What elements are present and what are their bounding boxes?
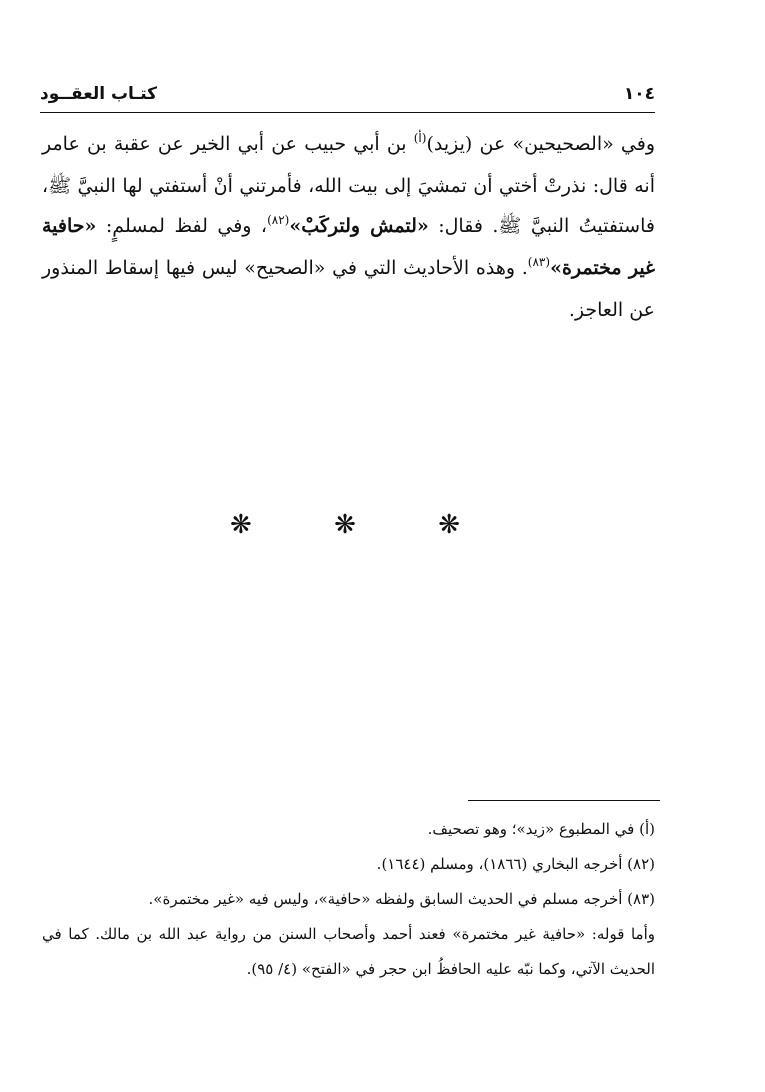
text-segment: . وهذه الأحاديث التي في «الصحيح» ليس فيها إسقاط المنذور عن العاجز. <box>42 257 655 321</box>
footnote-rule <box>468 800 660 801</box>
text-segment: بن أبي حبيب عن أبي الخير عن عقبة بن عامر أنه قال: نذرتْ أختي أن تمشيَ إلى بيت الله، فأمرتني أنْ أستفتي لها النبيَّ ﷺ، فاستفتيتُ النبيَّ ﷺ. فقال: <box>42 133 655 237</box>
footnote-ref-83: (٨٣) <box>527 255 551 269</box>
header-rule <box>40 112 655 113</box>
separator-star: ❋ <box>438 510 460 540</box>
hadith-quote: «لتمش ولتركَبْ» <box>289 215 429 237</box>
separator-star: ❋ <box>230 510 252 540</box>
separator-star: ❋ <box>334 510 356 540</box>
hadith-quote: «حافية غير مختمرة» <box>42 215 655 279</box>
footnote-a: (أ) في المطبوع «زيد»؛ وهو تصحيف. <box>427 820 655 838</box>
footnote-82: (٨٢) أخرجه البخاري (١٨٦٦)، ومسلم (١٦٤٤). <box>376 855 655 873</box>
footnote-83-continued: وأما قوله: «حافية غير مختمرة» فعند أحمد وأصحاب السنن من رواية عبد الله بن مالك. كما في الحديث الآتي، وكما نبّه عليه الحافظُ ابن حجر في «الفتح» (٤/ ٩٥). <box>42 925 655 978</box>
main-text <box>42 124 655 330</box>
section-separator <box>230 510 460 540</box>
text-segment: ، وفي لفظ لمسلمٍ: <box>96 215 268 237</box>
main-paragraph <box>42 124 655 330</box>
footnote-ref-a: (أ) <box>413 131 427 145</box>
page-header <box>40 84 655 112</box>
footnote-83: (٨٣) أخرجه مسلم في الحديث السابق ولفظه «حافية»، وليس فيه «غير مختمرة». <box>148 890 655 908</box>
running-title: كتـاب العقــود <box>40 84 158 104</box>
footnote-ref-82: (٨٢) <box>267 213 290 227</box>
footnotes <box>42 812 655 987</box>
page-number: ١٠٤ <box>623 84 655 104</box>
text-segment: وفي «الصحيحين» عن (يزيد) <box>426 133 655 155</box>
